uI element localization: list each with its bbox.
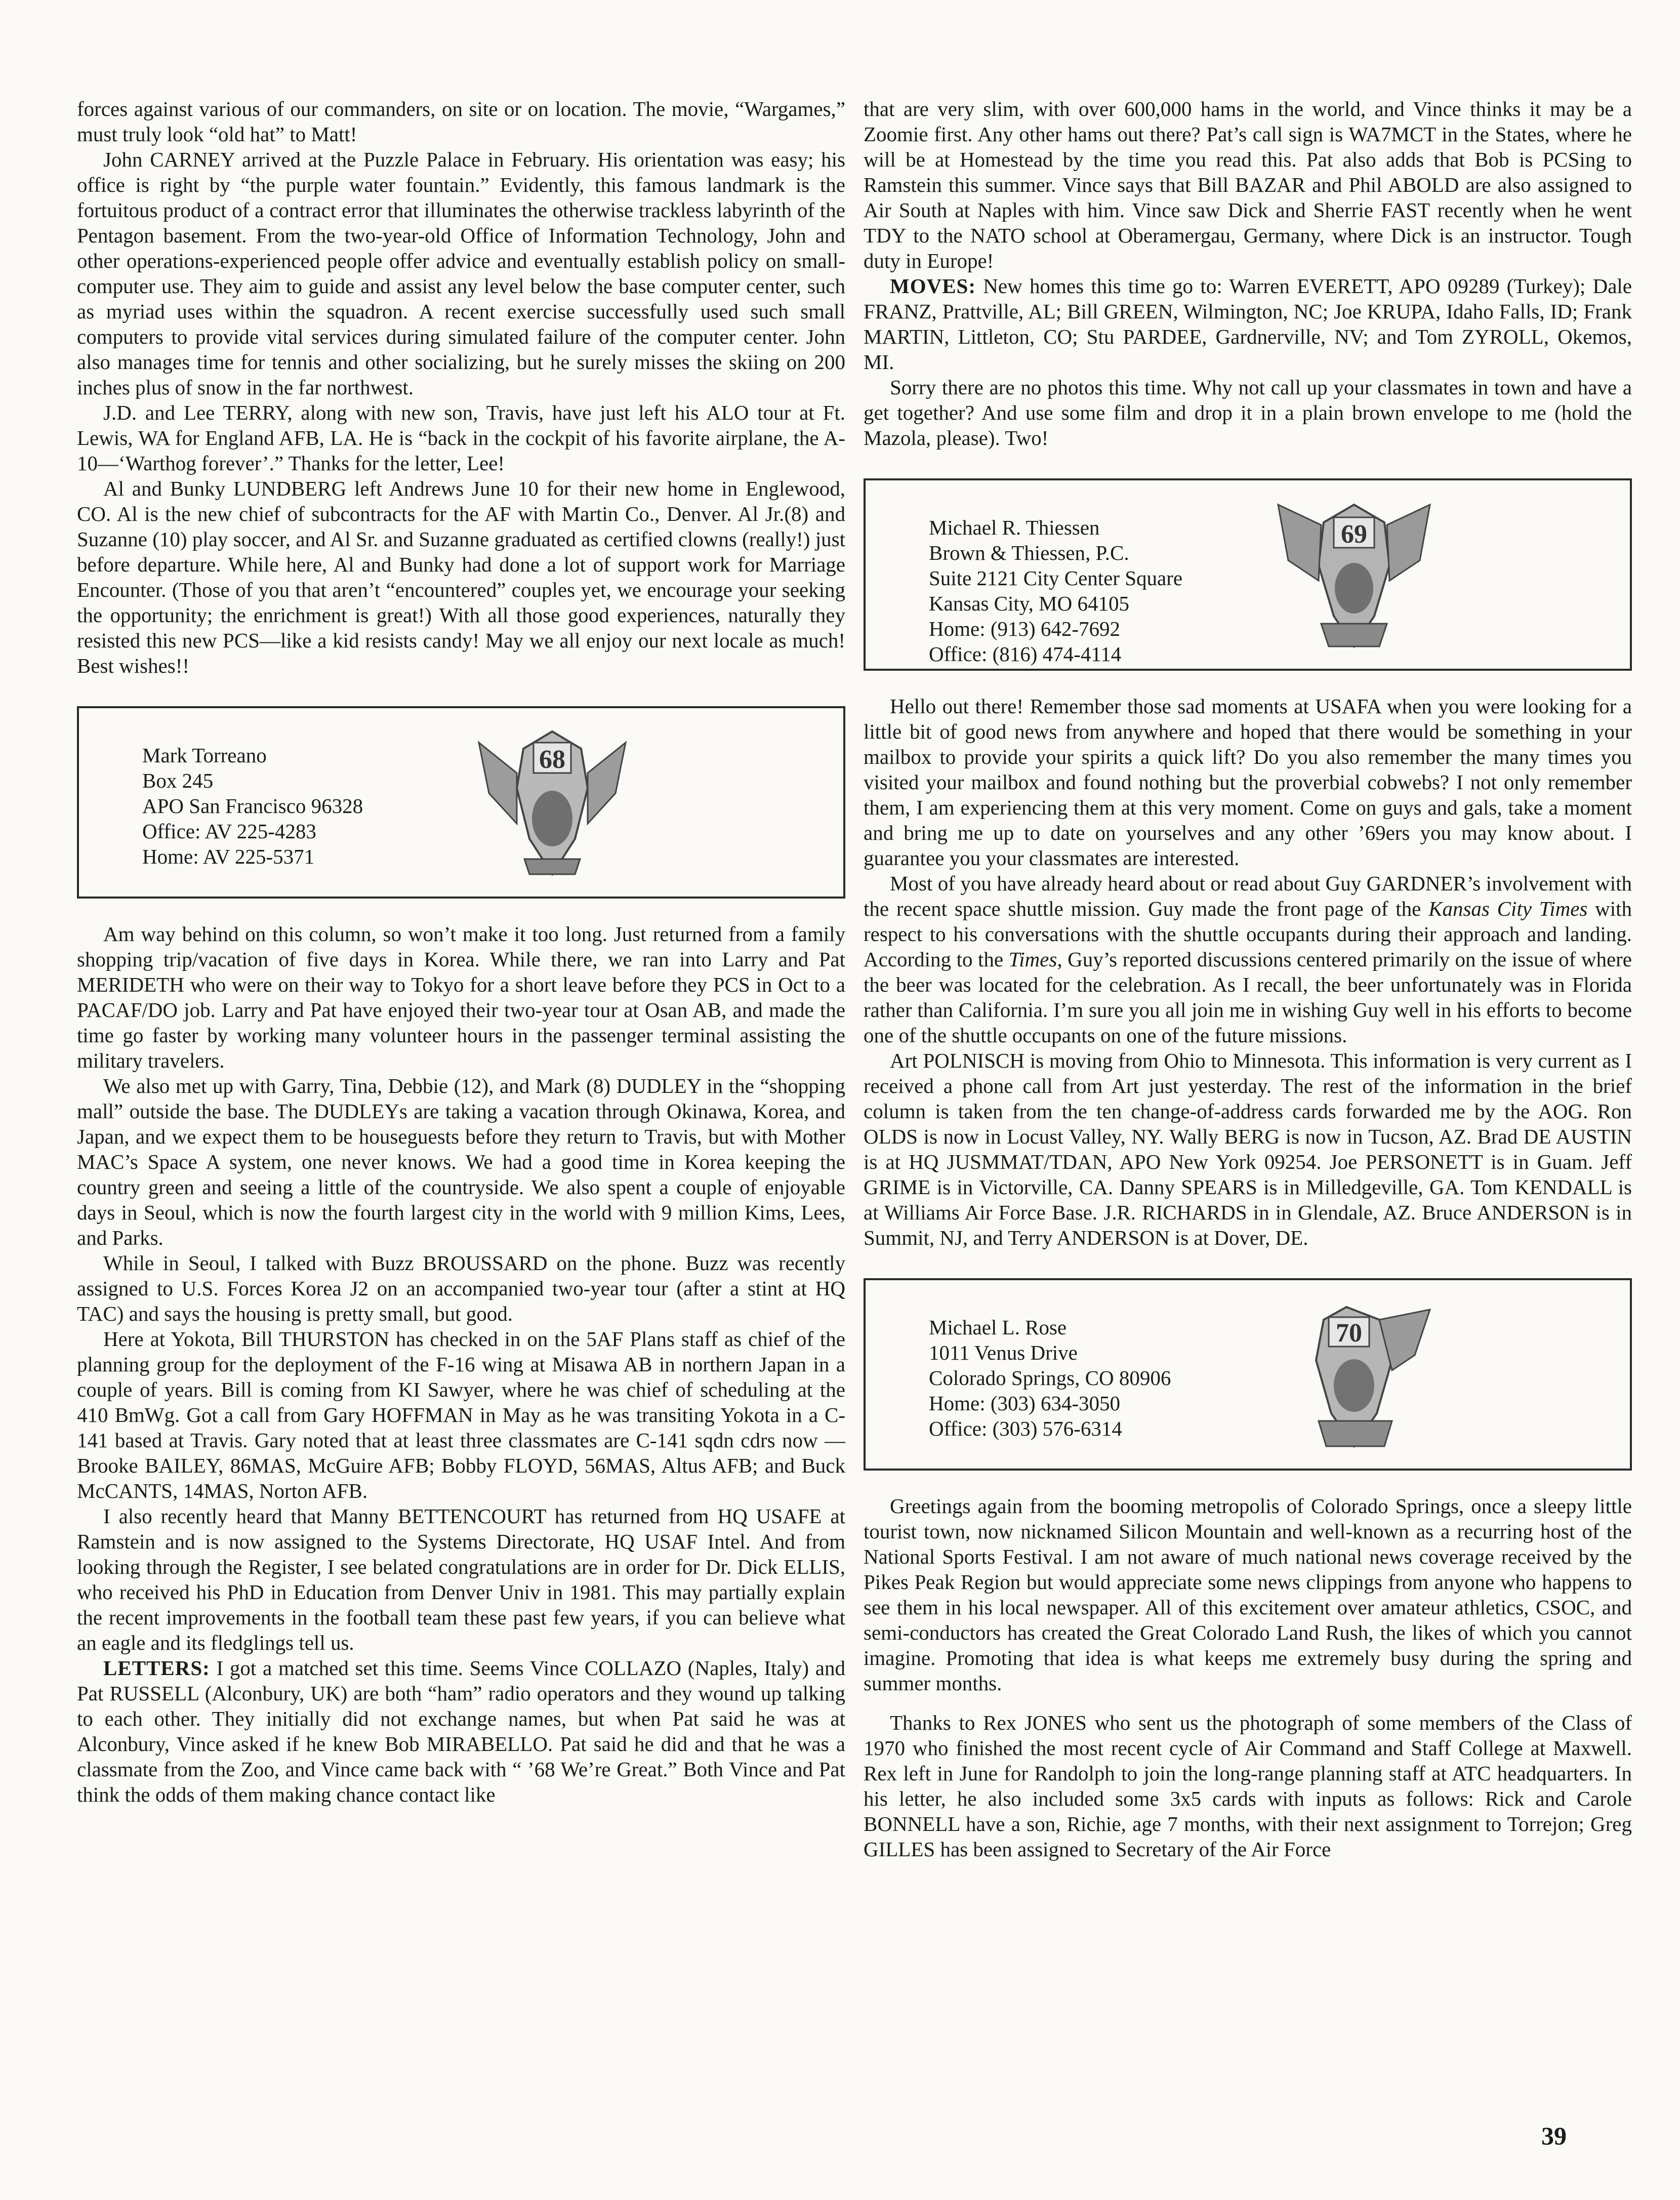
crest-number: 69 [1341,520,1367,549]
paragraph: Al and Bunky LUNDBERG left Andrews June 10 for their new home in Englewood, CO. Al is the new chief of subcontracts for the AF with Martin Co., Denver. Al Jr.(8) and Suzanne (10) play soccer, and Al Sr. and Suzanne graduated as certified clowns (really!) just before departure. While here, Al and Bunky had done a lot of support work for Marriage Encounter. (Those of you that aren’t “encountered” couples yet, we encourage your seeking the opportunity; the enrichment is great!) With all those good experiences, naturally they resisted this new PCS—like a kid resists candy! May we all enjoy our next locale as much! Best wishes!! [77,477,845,677]
address-block [142,743,363,869]
paragraph: Thanks to Rex JONES who sent us the photograph of some members of the Class of 1970 who finished the most recent cycle of Air Command and Staff College at Maxwell. Rex left in June for Randolph to join the long-range planning staff at ATC headquarters. In his letter, he also included some 3x5 cards with inputs as follows: Rick and Carole BONNELL have a son, Richie, age 7 months, with their next assignment to Torrejon; Greg GILLES has been assigned to Secretary of the Air Force [864,1711,1632,1861]
class-68-address-box [77,706,845,899]
section-lead: LETTERS: [103,1656,210,1680]
paragraph-text: Most of you have already heard about or read about Guy GARDNER’s involvement with the recent space shuttle mission. Guy made the front page of the [864,872,1632,920]
paragraph: forces against various of our commanders, on site or on location. The movie, “Wargames,” must truly look “old hat” to Matt! [77,97,845,146]
left-column [77,96,845,1807]
paragraph [77,1655,845,1807]
address-block [929,515,1182,667]
publication-title: Times [1008,948,1057,971]
paragraph-text: , Guy’s reported discussions centered primarily on the issue of where the beer was located for the celebration. As I recall, the beer unfortunately was in Florida rather than California. I’m sure you all join me in wishing Guy well in his efforts to become one of the shuttle occupants on one of the future missions. [864,948,1632,1047]
address-line: Office: (303) 576-6314 [929,1417,1122,1440]
paragraph: Here at Yokota, Bill THURSTON has checked in on the 5AF Plans staff as chief of the planning group for the deployment of the F-16 wing at Misawa AB in northern Japan in a couple of years. Bill is coming from KI Sawyer, where he was chief of scheduling at the 410 BmWg. Got a call from Gary HOFFMAN in May as he was transiting Yokota in a C-141 based at Travis. Gary noted that at least three classmates are C-141 sqdn cdrs now — Brooke BAILEY, 86MAS, McGuire AFB; Bobby FLOYD, 56MAS, Altus AFB; and Buck McCANTS, 14MAS, Norton AFB. [77,1327,845,1502]
paragraph: Art POLNISCH is moving from Ohio to Minnesota. This information is very current as I received a phone call from Art just yesterday. The rest of the information in the brief column is taken from the ten change-of-address cards forwarded me by the AOG. Ron OLDS is now in Locust Valley, NY. Wally BERG is now in Tucson, AZ. Brad DE AUSTIN is at HQ JUSMMAT/TDAN, APO New York 09254. Joe PERSONETT is in Guam. Jeff GRIME is in Victorville, CA. Danny SPEARS is in Milledgeville, GA. Tom KENDALL is at Williams Air Force Base. J.R. RICHARDS in in Glendale, AZ. Bruce ANDERSON is in Summit, NJ, and Terry ANDERSON is at Dover, DE. [864,1049,1632,1249]
publication-title: Kansas City Times [1428,897,1588,920]
right-column [864,96,1632,1862]
address-line: Office: AV 225-4283 [142,820,316,843]
paragraph: Am way behind on this column, so won’t make it too long. Just returned from a family shopping trip/vacation of five days in Korea. While there, we ran into Larry and Pat MERIDETH who were on their way to Tokyo for a short leave before they PCS in Oct to a PACAF/DO job. Larry and Pat have enjoyed their two-year tour at Osan AB, and made the time go faster by working many volunteer hours in the passenger terminal assisting the military travelers. [77,922,845,1072]
class-crest-icon [1271,1294,1438,1456]
paragraph: Greetings again from the booming metropolis of Colorado Springs, once a sleepy little tourist town, now nicknamed Silicon Mountain and well-known as a recurring host of the National Sports Festival. I am not aware of much national news coverage received by the Pikes Peak Region but would appreciate some news clippings from anyone who happens to see them in his local newspaper. All of this excitement over amateur athletics, CSOC, and semi-conductors has created the Great Colorado Land Rush, the likes of which you cannot imagine. Promoting that idea is what keeps me extremely busy during the spring and summer months. [864,1494,1632,1695]
address-line: Home: (913) 642-7692 [929,617,1121,640]
address-line: Office: (816) 474-4114 [929,642,1122,666]
address-block [929,1315,1171,1441]
paragraph: While in Seoul, I talked with Buzz BROUSSARD on the phone. Buzz was recently assigned to U.S. Forces Korea J2 on an accompanied two-year tour (after a stint at HQ TAC) and says the housing is pretty small, but good. [77,1251,845,1325]
address-line: APO San Francisco 96328 [142,794,363,818]
paragraph-text: I got a matched set this time. Seems Vince COLLAZO (Naples, Italy) and Pat RUSSELL (Alconbury, UK) are both “ham” radio operators and they wound up talking to each other. They initially did not exchange names, but when Pat said he was at Alconbury, Vince asked if he knew Bob MIRABELLO. Pat said he did and that he was a classmate from the Zoo, and Vince came back with “ ’68 We’re Great.” Both Vince and Pat think the odds of them making chance contact like [77,1656,845,1806]
paragraph: J.D. and Lee TERRY, along with new son, Travis, have just left his ALO tour at Ft. Lewis, WA for England AFB, LA. He is “back in the cockpit of his favorite airplane, the A-10—‘Warthog forever’.” Thanks for the letter, Lee! [77,401,845,475]
address-line: Mark Torreano [142,744,267,767]
address-line: Box 245 [142,769,214,792]
class-crest-icon [1271,495,1438,657]
crest-number: 70 [1336,1319,1362,1348]
address-line: Brown & Thiessen, P.C. [929,541,1129,564]
crest-number: 68 [539,745,565,774]
page-number: 39 [1541,2122,1567,2150]
paragraph: I also recently heard that Manny BETTENCOURT has returned from HQ USAFE at Ramstein and is now assigned to the Systems Directorate, HQ USAF Intel. And from looking through the Register, I see belated congratulations are in order for Dr. Dick ELLIS, who received his PhD in Education from Denver Univ in 1981. This may partially explain the recent improvements in the football team these past few years, if you can believe what an eagle and its fledglings tell us. [77,1504,845,1654]
address-line: Colorado Springs, CO 80906 [929,1366,1171,1390]
paragraph: We also met up with Garry, Tina, Debbie (12), and Mark (8) DUDLEY in the “shopping mall” outside the base. The DUDLEYs are taking a vacation through Okinawa, Korea, and Japan, and we expect them to be houseguests before they return to Travis, but with Mother MAC’s Space A system, one never knows. We had a good time in Korea keeping the country green and seeing a little of the countryside. We also spent a couple of enjoyable days in Seoul, which is now the fourth largest city in the world with 9 million Kims, Lees, and Parks. [77,1074,845,1249]
address-line: Home: AV 225-5371 [142,845,315,868]
address-line: 1011 Venus Drive [929,1341,1078,1364]
class-70-address-box [864,1278,1632,1471]
address-line: Kansas City, MO 64105 [929,592,1129,615]
paragraph-text: New homes this time go to: Warren EVERETT, APO 09289 (Turkey); Dale FRANZ, Prattville, AL; Bill GREEN, Wilmington, NC; Joe KRUPA, Idaho Falls, ID; Frank MARTIN, Littleton, CO; Stu PARDEE, Gardnerville, NV; and Tom ZYROLL, Okemos, MI. [864,274,1632,374]
address-line: Michael R. Thiessen [929,516,1100,539]
address-line: Home: (303) 634-3050 [929,1392,1121,1415]
class-crest-icon [469,722,636,884]
paragraph: Hello out there! Remember those sad moments at USAFA when you were looking for a little bit of good news from anywhere and hoped that there would be something in your mailbox to provide your spirits a quick lift? Do you also remember the many times you visited your mailbox and found nothing but the proverbial cobwebs? I not only remember them, I am experiencing them at this very moment. Come on guys and gals, take a moment and bring me up to date on yourselves and any other ’69ers you may know about. I guarantee you your classmates are interested. [864,695,1632,870]
paragraph: John CARNEY arrived at the Puzzle Palace in February. His orientation was easy; his office is right by “the purple water fountain.” Evidently, this famous landmark is the fortuitous product of a contract error that illuminates the otherwise trackless labyrinth of the Pentagon basement. From the two-year-old Office of Information Technology, John and other operations-experienced people offer advice and eventually establish policy on small-computer use. They aim to guide and assist any level below the base computer center, such as myriad uses within the squadron. A recent exercise successfully used such small computers to provide vital services during simulated failure of the computer center. John also manages time for tennis and other socializing, but he surely misses the skiing on 200 inches plus of snow in the far northwest. [77,148,845,399]
class-69-address-box [864,478,1632,671]
paragraph: Sorry there are no photos this time. Why not call up your classmates in town and have a get together? And use some film and drop it in a plain brown envelope to me (hold the Mazola, please). Two! [864,376,1632,450]
address-line: Michael L. Rose [929,1316,1067,1339]
address-line: Suite 2121 City Center Square [929,566,1183,590]
section-lead: MOVES: [890,274,976,298]
paragraph-text: with respect to his conversations with the shuttle occupants during their approach and landing. According to the [864,897,1632,971]
paragraph: that are very slim, with over 600,000 hams in the world, and Vince thinks it may be a Zoomie first. Any other hams out there? Pat’s call sign is WA7MCT in the States, where he will be at Homestead by the time you read this. Pat also adds that Bob is PCSing to Ramstein this summer. Vince says that Bill BAZAR and Phil ABOLD are also assigned to Air South at Naples with him. Vince saw Dick and Sherrie FAST recently when he went TDY to the NATO school at Oberamergau, Germany, where Dick is an instructor. Tough duty in Europe! [864,97,1632,272]
paragraph [864,273,1632,375]
paragraph [864,871,1632,1048]
